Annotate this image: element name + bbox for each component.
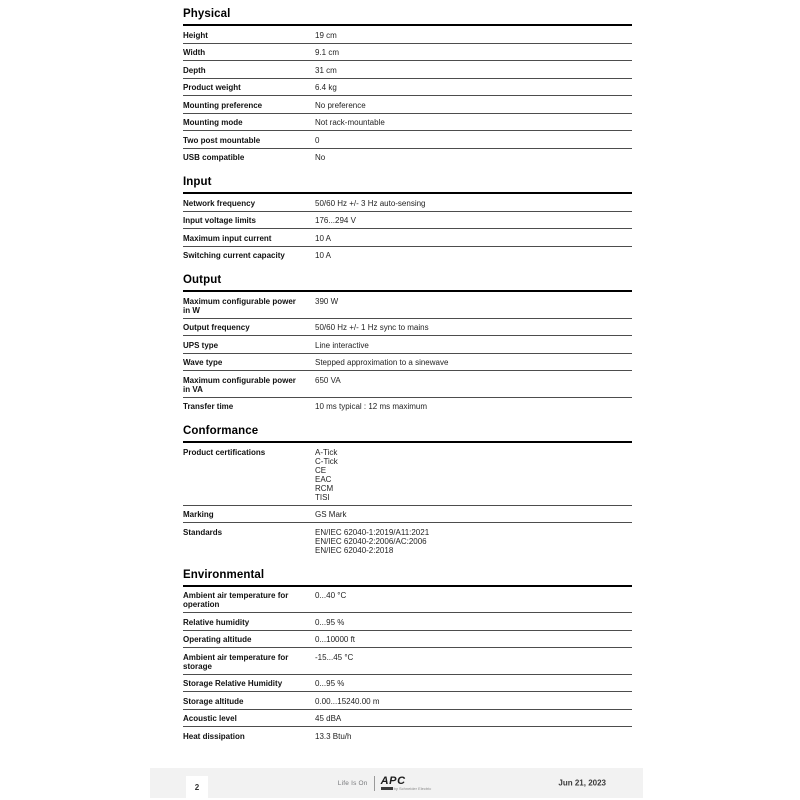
spec-value-line: -15...45 °C xyxy=(315,652,354,662)
apc-logo: APC xyxy=(380,774,406,787)
spec-row-value xyxy=(315,448,632,502)
spec-value-line: Stepped approximation to a sinewave xyxy=(315,358,449,367)
logo-divider xyxy=(374,776,375,791)
spec-row-value xyxy=(315,31,632,40)
spec-row-value xyxy=(315,714,632,723)
spec-section-environmental xyxy=(183,569,632,744)
spec-row-label: Product certifications xyxy=(183,447,266,457)
spec-row-label: Transfer time xyxy=(183,402,234,411)
spec-sections xyxy=(183,8,632,744)
spec-row-label: Ambient air temperature for storage xyxy=(183,652,289,671)
spec-row xyxy=(183,398,632,415)
spec-value-line: GS Mark xyxy=(315,510,347,519)
spec-value-line: 0...95 % xyxy=(315,679,345,688)
spec-row xyxy=(183,587,632,614)
spec-value-line: EN/IEC 62040-1:2019/A11:2021 xyxy=(315,527,430,537)
spec-value-line: 10 A xyxy=(315,233,332,243)
spec-row-label: USB compatible xyxy=(183,153,245,162)
spec-row-label: Output frequency xyxy=(183,323,250,332)
spec-row-value xyxy=(315,251,632,260)
spec-section-conformance xyxy=(183,425,632,558)
spec-row xyxy=(183,354,632,372)
spec-row xyxy=(183,194,632,212)
spec-value-line: 0...40 °C xyxy=(315,591,347,600)
life-is-on-tagline: Life Is On xyxy=(337,779,368,787)
spec-value-line: EN/IEC 62040-2:2018 xyxy=(315,545,394,555)
spec-row-label: Maximum configurable power in W xyxy=(183,296,296,315)
spec-row-label: UPS type xyxy=(183,340,219,350)
spec-row-label: Heat dissipation xyxy=(183,731,245,741)
spec-value-line: 9.1 cm xyxy=(315,48,340,57)
spec-row-label: Mounting preference xyxy=(183,100,263,110)
spec-section-physical xyxy=(183,8,632,165)
spec-row xyxy=(183,212,632,230)
spec-row-label: Marking xyxy=(183,510,214,519)
spec-value-line: EAC xyxy=(315,474,332,484)
spec-row xyxy=(183,675,632,693)
spec-row xyxy=(183,371,632,398)
spec-value-line: C-Tick xyxy=(315,456,338,466)
spec-value-line: 50/60 Hz +/- 3 Hz auto-sensing xyxy=(315,198,426,208)
spec-row-value xyxy=(315,48,632,57)
spec-value-line: EN/IEC 62040-2:2006/AC:2006 xyxy=(315,536,427,546)
spec-row-value xyxy=(315,136,632,145)
spec-row xyxy=(183,149,632,166)
spec-row xyxy=(183,506,632,524)
brand-logo xyxy=(138,768,631,798)
spec-row-label: Operating altitude xyxy=(183,635,252,644)
spec-row-value xyxy=(315,297,632,306)
spec-value-line: 13.3 Btu/h xyxy=(315,731,352,741)
page-number-label: 2 xyxy=(194,782,200,792)
section-title: Physical xyxy=(183,8,632,26)
spec-row-value xyxy=(315,376,632,385)
spec-value-line: 0 xyxy=(315,135,320,145)
spec-row-label: Mounting mode xyxy=(183,118,243,127)
spec-row xyxy=(183,613,632,631)
spec-value-line: 6.4 kg xyxy=(315,83,337,92)
spec-row xyxy=(183,114,632,132)
spec-row-label: Two post mountable xyxy=(183,135,261,145)
section-title: Conformance xyxy=(183,425,632,443)
spec-value-line: 19 cm xyxy=(315,30,337,40)
spec-value-line: Line interactive xyxy=(315,340,369,350)
spec-row xyxy=(183,648,632,675)
section-title: Output xyxy=(183,274,632,292)
spec-row-value xyxy=(315,199,632,208)
spec-value-line: 0...95 % xyxy=(315,617,345,627)
spec-row-value xyxy=(315,653,632,662)
spec-row-label: Depth xyxy=(183,65,206,75)
spec-value-line: 50/60 Hz +/- 1 Hz sync to mains xyxy=(315,323,429,332)
spec-section-output xyxy=(183,274,632,414)
spec-value-line: Not rack-mountable xyxy=(315,118,385,127)
spec-row-label: Network frequency xyxy=(183,198,256,208)
spec-value-line: A-Tick xyxy=(315,447,338,457)
spec-row-label: Width xyxy=(183,48,206,57)
spec-row-value xyxy=(315,591,632,600)
spec-value-line: 0...10000 ft xyxy=(315,635,356,644)
spec-value-line: 650 VA xyxy=(315,375,341,385)
spec-row-value xyxy=(315,528,632,555)
spec-row-value xyxy=(315,66,632,75)
spec-row-label: Storage altitude xyxy=(183,696,244,706)
spec-row-value xyxy=(315,153,632,162)
spec-row-value xyxy=(315,216,632,225)
spec-section-input xyxy=(183,176,632,263)
spec-row xyxy=(183,631,632,649)
spec-row-value xyxy=(315,402,632,411)
spec-row xyxy=(183,292,632,319)
spec-value-line: 176...294 V xyxy=(315,216,356,225)
spec-row xyxy=(183,96,632,114)
spec-value-line: 390 W xyxy=(315,296,339,306)
spec-row-label: Ambient air temperature for operation xyxy=(183,591,289,609)
spec-value-line: 0.00...15240.00 m xyxy=(315,696,380,706)
spec-row-label: Maximum input current xyxy=(183,233,272,243)
spec-value-line: 31 cm xyxy=(315,65,337,75)
apc-logo-subtext: by Schneider Electric xyxy=(381,787,432,791)
section-title: Input xyxy=(183,176,632,194)
spec-row-value xyxy=(315,510,632,519)
spec-row xyxy=(183,61,632,79)
spec-value-line: RCM xyxy=(315,483,334,493)
spec-row-label: Switching current capacity xyxy=(183,251,285,260)
spec-row xyxy=(183,79,632,97)
spec-row-label: Relative humidity xyxy=(183,617,250,627)
spec-row-value xyxy=(315,234,632,243)
spec-row xyxy=(183,443,632,506)
footer-bar xyxy=(150,768,643,798)
spec-row-label: Acoustic level xyxy=(183,714,237,723)
spec-row-value xyxy=(315,732,632,741)
spec-row xyxy=(183,26,632,44)
spec-row-label: Product weight xyxy=(183,83,241,92)
spec-row-label: Maximum configurable power in VA xyxy=(183,375,296,394)
spec-row-label: Height xyxy=(183,30,208,40)
spec-value-line: 45 dBA xyxy=(315,714,342,723)
spec-value-line: TISI xyxy=(315,492,330,502)
spec-row xyxy=(183,131,632,149)
apc-logo-block xyxy=(381,776,432,791)
spec-row-value xyxy=(315,635,632,644)
spec-row-value xyxy=(315,341,632,350)
spec-value-line: No preference xyxy=(315,100,366,110)
spec-row-value xyxy=(315,697,632,706)
footer-date: Jun 21, 2023 xyxy=(558,778,606,788)
spec-row-label: Wave type xyxy=(183,358,223,367)
spec-value-line: CE xyxy=(315,465,327,475)
spec-row xyxy=(183,336,632,354)
spec-row xyxy=(183,247,632,264)
spec-row-value xyxy=(315,83,632,92)
spec-row-value xyxy=(315,618,632,627)
spec-row xyxy=(183,710,632,728)
spec-row-label: Standards xyxy=(183,527,223,537)
spec-row xyxy=(183,44,632,62)
spec-row xyxy=(183,229,632,247)
spec-row xyxy=(183,319,632,337)
spec-row-value xyxy=(315,679,632,688)
spec-value-line: 10 ms typical : 12 ms maximum xyxy=(315,402,428,411)
spec-row-label: Storage Relative Humidity xyxy=(183,679,283,688)
spec-row xyxy=(183,727,632,744)
spec-row xyxy=(183,523,632,558)
spec-row-value xyxy=(315,118,632,127)
spec-row xyxy=(183,692,632,710)
spec-row-value xyxy=(315,323,632,332)
spec-value-line: No xyxy=(315,153,326,162)
spec-row-label: Input voltage limits xyxy=(183,216,256,225)
section-title: Environmental xyxy=(183,569,632,587)
spec-row-value xyxy=(315,101,632,110)
spec-row-value xyxy=(315,358,632,367)
spec-value-line: 10 A xyxy=(315,251,332,260)
